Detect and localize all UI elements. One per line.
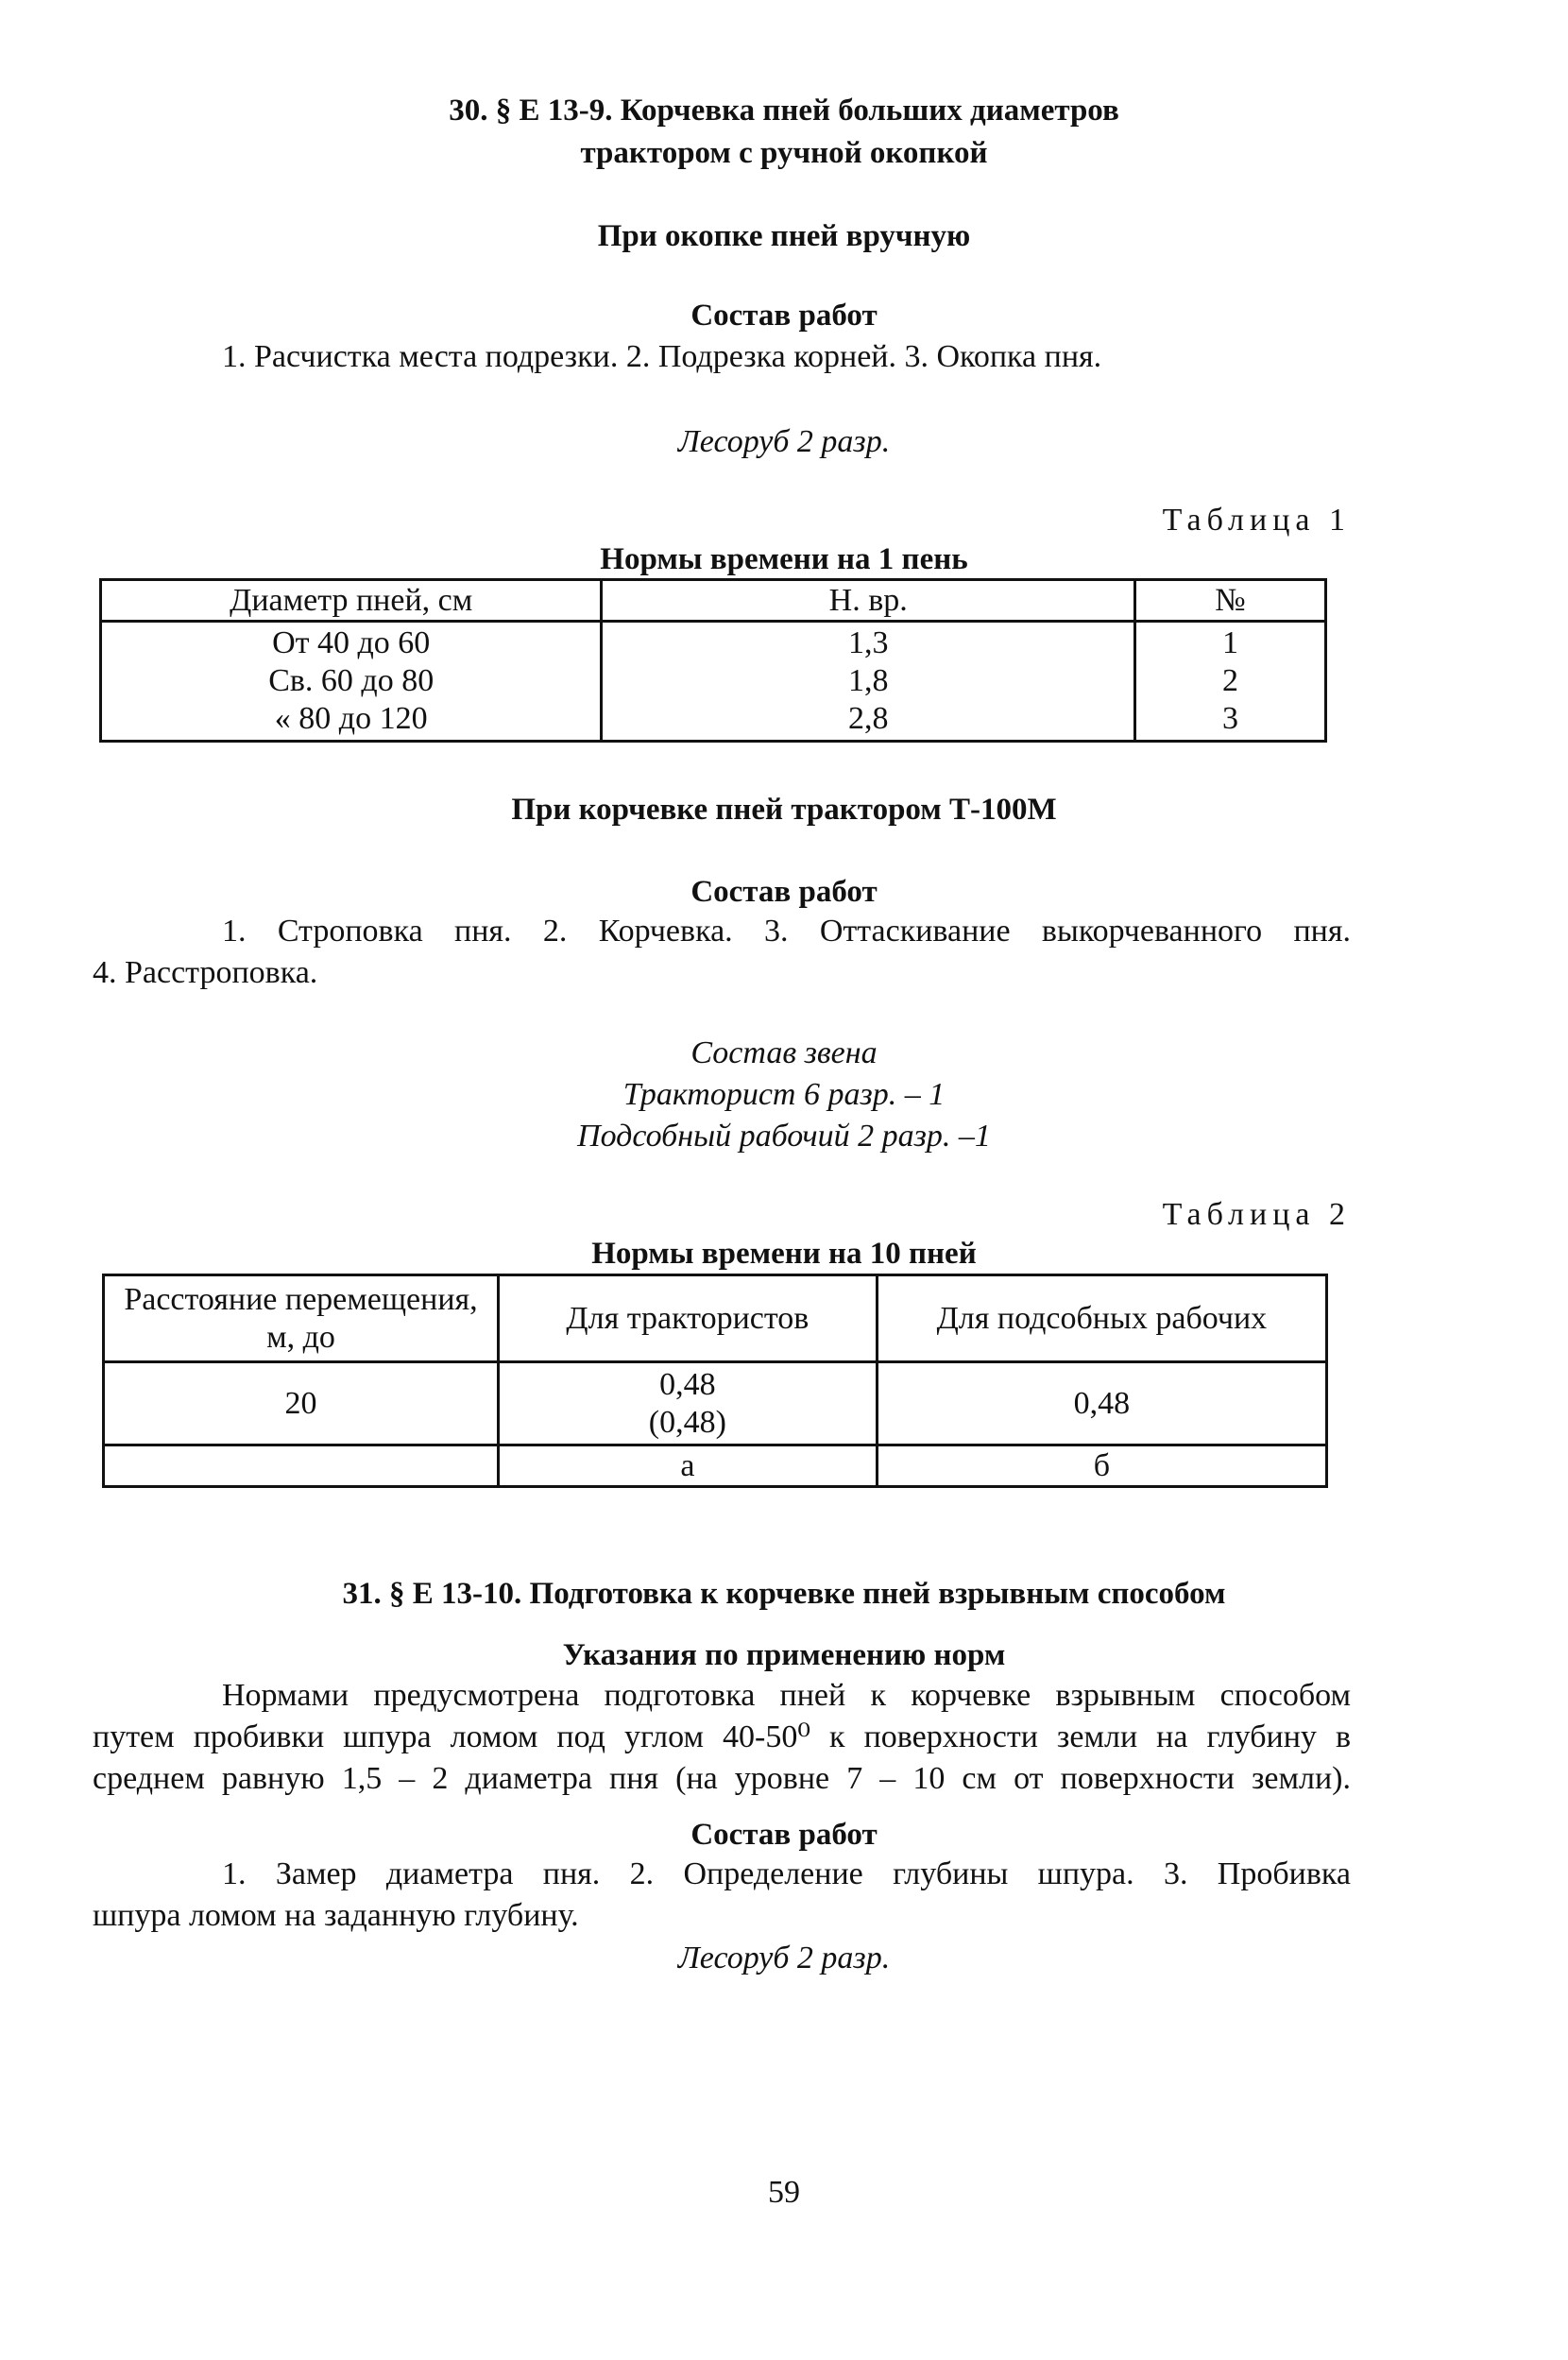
work-composition-text-2-line1: 1. Строповка пня. 2. Корчевка. 3. Оттаскивание выкорчеванного пня.	[222, 914, 1351, 949]
table-cell: (0,48)	[648, 1404, 726, 1440]
table-row	[104, 1275, 1327, 1362]
table-header-cell: Для подсобных рабочих	[877, 1275, 1326, 1362]
section-30-title-line2: трактором с ручной окопкой	[580, 136, 988, 170]
table-row	[101, 580, 1326, 622]
table-header-cell: Н. вр.	[602, 580, 1135, 622]
work-composition-heading-2: Состав работ	[690, 875, 878, 909]
section-30-title-line1: 30. § Е 13-9. Корчевка пней больших диаметров	[449, 94, 1119, 128]
table-cell: б	[877, 1445, 1326, 1487]
table-cell: 0,48	[659, 1366, 716, 1402]
manual-digging-subtitle: При окопке пней вручную	[597, 219, 971, 253]
table-cell: 3	[1222, 701, 1239, 736]
table-1-caption: Нормы времени на 1 пень	[600, 542, 968, 576]
table-cell: 1,3	[847, 625, 889, 660]
work-composition-heading-3: Состав работ	[690, 1818, 878, 1852]
table-cell: 1,8	[847, 663, 889, 698]
tractor-subtitle: При корчевке пней трактором Т-100М	[511, 793, 1057, 827]
table-cell-numbers	[1135, 622, 1326, 742]
table-cell: 1	[1222, 625, 1239, 660]
table-1-label: Таблица 1	[1162, 503, 1351, 538]
worker-grade-2: Лесоруб 2 разр.	[677, 1941, 891, 1975]
table-cell: а	[498, 1445, 877, 1487]
table-row	[101, 622, 1326, 742]
section-31-title: 31. § Е 13-10. Подготовка к корчевке пней взрывным способом	[342, 1577, 1226, 1611]
table-header-cell: №	[1135, 580, 1326, 622]
table-cell-norms	[602, 622, 1135, 742]
table-cell: « 80 до 120	[274, 701, 428, 736]
table-header-cell: Расстояние перемещения, м, до	[104, 1275, 499, 1362]
table-row	[104, 1362, 1327, 1445]
norms-paragraph-line1: Нормами предусмотрена подготовка пней к корчевке взрывным способом	[222, 1678, 1351, 1713]
table-header-cell: Для трактористов	[498, 1275, 877, 1362]
table-2-caption: Нормы времени на 10 пней	[591, 1237, 977, 1271]
table-cell-diameters	[101, 622, 602, 742]
crew-heading: Состав звена	[690, 1035, 878, 1070]
table-cell: 0,48	[877, 1362, 1326, 1445]
norms-paragraph-line3: среднем равную 1,5 – 2 диаметра пня (на уровне 7 – 10 см от поверхности земли).	[93, 1761, 1351, 1796]
norms-paragraph-line2: путем пробивки шпура ломом под углом 40-50⁰ к поверхности земли на глубину в	[93, 1719, 1351, 1754]
table-row	[104, 1445, 1327, 1487]
work-composition-text-2-line2: 4. Расстроповка.	[93, 955, 318, 990]
work-composition-heading: Состав работ	[690, 299, 878, 333]
table-1	[99, 578, 1327, 743]
work-composition-text-3-line1: 1. Замер диаметра пня. 2. Определение глубины шпура. 3. Пробивка	[222, 1856, 1351, 1891]
table-cell-tractor	[498, 1362, 877, 1445]
table-cell: Св. 60 до 80	[268, 663, 435, 698]
page-number: 59	[768, 2175, 800, 2210]
worker-grade: Лесоруб 2 разр.	[677, 424, 891, 459]
table-cell: 2	[1222, 663, 1239, 698]
crew-tractor-driver: Тракторист 6 разр. – 1	[622, 1077, 946, 1112]
table-cell-empty	[104, 1445, 499, 1487]
table-cell: От 40 до 60	[272, 625, 431, 660]
work-composition-text: 1. Расчистка места подрезки. 2. Подрезка корней. 3. Окопка пня.	[222, 339, 1102, 374]
table-2	[102, 1274, 1328, 1488]
table-2-label: Таблица 2	[1162, 1197, 1351, 1232]
work-composition-text-3-line2: шпура ломом на заданную глубину.	[93, 1898, 579, 1933]
norms-application-heading: Указания по применению норм	[562, 1638, 1006, 1672]
table-cell: 2,8	[847, 701, 889, 736]
table-cell: 20	[104, 1362, 499, 1445]
crew-helper: Подсобный рабочий 2 разр. –1	[577, 1119, 991, 1154]
table-header-cell: Диаметр пней, см	[101, 580, 602, 622]
